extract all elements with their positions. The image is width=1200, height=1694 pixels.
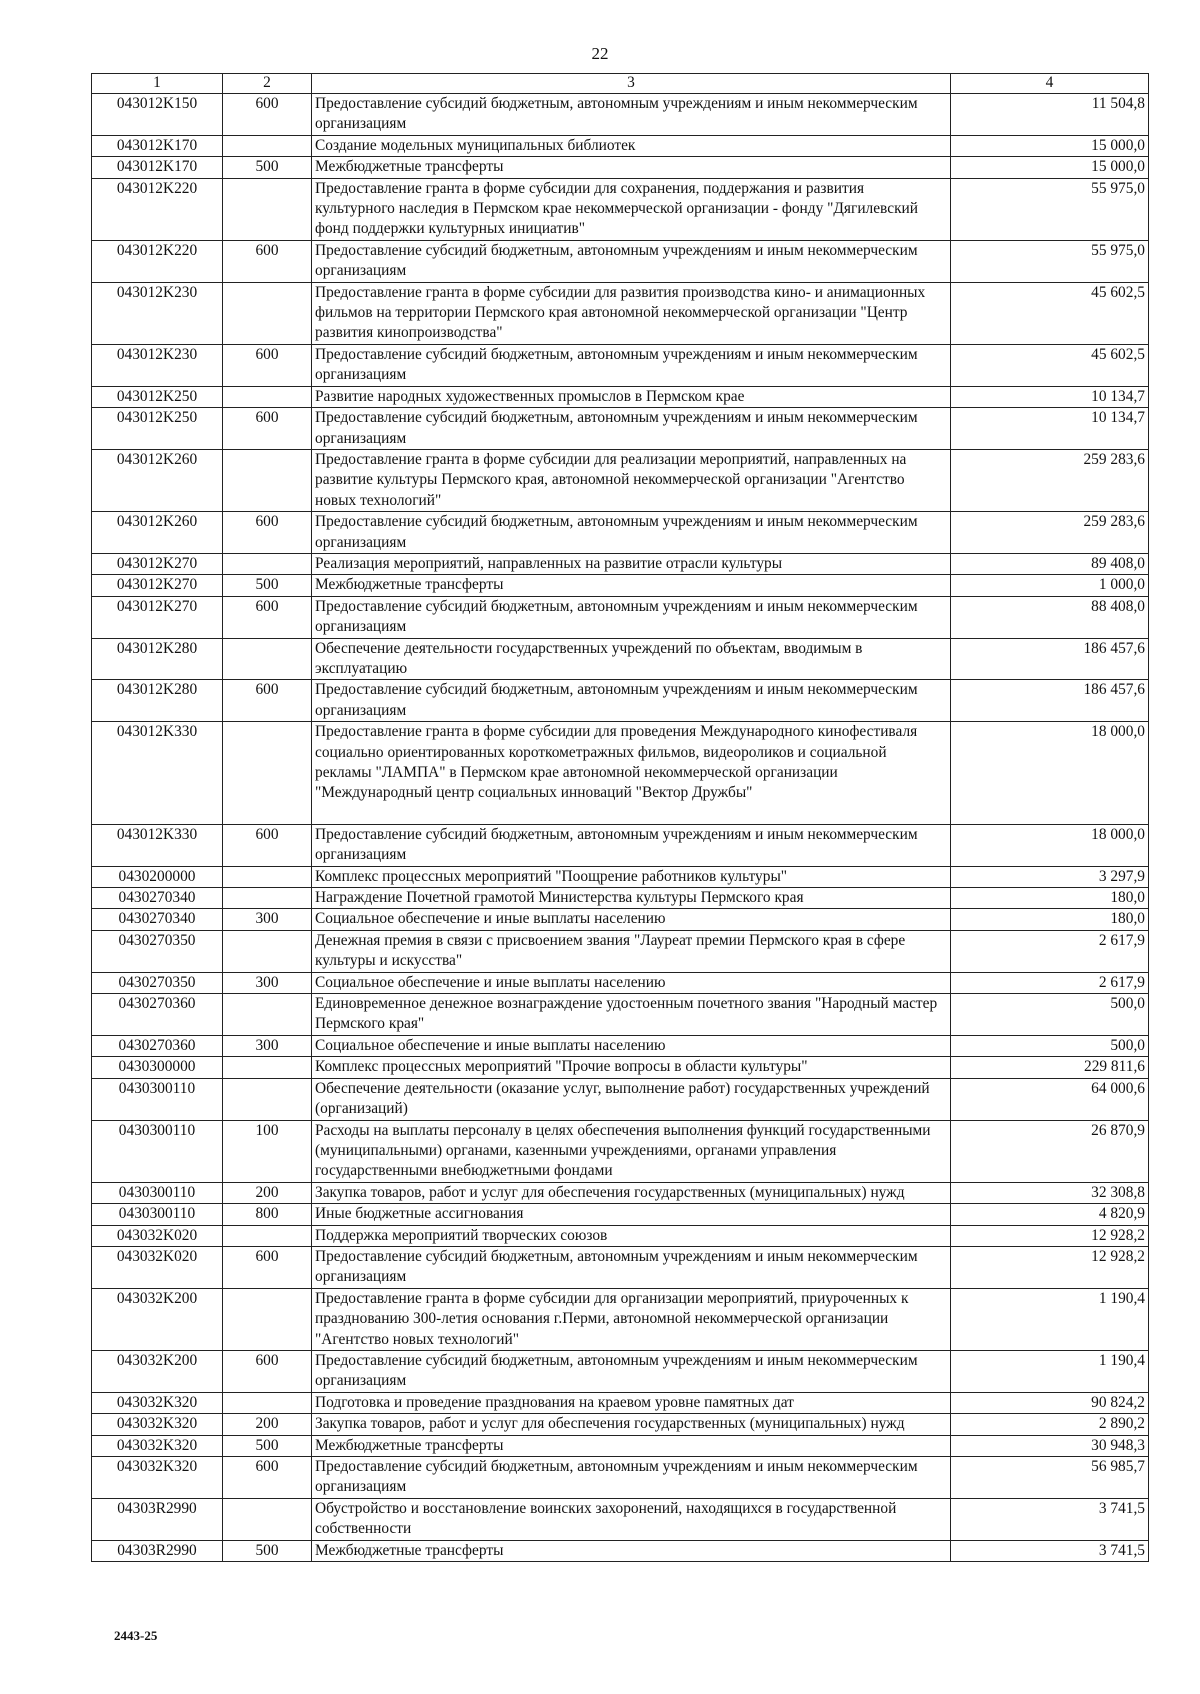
row-code-cell: 0430270360 — [92, 994, 223, 1036]
row-expense-type-cell: 300 — [223, 1035, 312, 1056]
table-row — [92, 240, 1149, 282]
table-row — [92, 282, 1149, 344]
row-amount-cell: 56 985,7 — [951, 1457, 1149, 1499]
table-row — [92, 994, 1149, 1036]
document-footer-code: 2443-25 — [114, 1628, 158, 1643]
row-amount-cell: 229 811,6 — [951, 1057, 1149, 1078]
row-name-cell: Предоставление субсидий бюджетным, автономным учреждениям и иным некоммерческим организациям — [312, 680, 951, 722]
row-expense-type-cell: 600 — [223, 344, 312, 386]
table-row — [92, 94, 1149, 136]
row-expense-type-cell — [223, 994, 312, 1036]
row-name-cell: Предоставление субсидий бюджетным, автономным учреждениям и иным некоммерческим организациям — [312, 824, 951, 866]
row-name-cell: Закупка товаров, работ и услуг для обеспечения государственных (муниципальных) нужд — [312, 1414, 951, 1435]
row-code-cell: 0430300110 — [92, 1182, 223, 1203]
row-name-cell: Предоставление субсидий бюджетным, автономным учреждениям и иным некоммерческим организациям — [312, 240, 951, 282]
row-amount-cell: 90 824,2 — [951, 1392, 1149, 1413]
row-expense-type-cell: 600 — [223, 1350, 312, 1392]
row-amount-cell: 12 928,2 — [951, 1225, 1149, 1246]
table-row — [92, 1540, 1149, 1561]
row-amount-cell: 88 408,0 — [951, 596, 1149, 638]
table-row — [92, 553, 1149, 574]
row-code-cell: 043012K170 — [92, 135, 223, 156]
row-name-cell: Обеспечение деятельности (оказание услуг, выполнение работ) государственных учреждений (организаций) — [312, 1078, 951, 1120]
row-code-cell: 0430300000 — [92, 1057, 223, 1078]
row-amount-cell: 2 617,9 — [951, 972, 1149, 993]
table-row — [92, 1288, 1149, 1350]
row-expense-type-cell — [223, 638, 312, 680]
row-name-cell: Расходы на выплаты персоналу в целях обеспечения выполнения функций государственными (муниципальными) органами, казенными учреждениями, органами управления государственными внебюджетными фондами — [312, 1120, 951, 1182]
row-code-cell: 0430270360 — [92, 1035, 223, 1056]
row-expense-type-cell — [223, 282, 312, 344]
table-row — [92, 824, 1149, 866]
row-code-cell: 04303R2990 — [92, 1498, 223, 1540]
row-code-cell: 0430270350 — [92, 972, 223, 993]
row-expense-type-cell — [223, 553, 312, 574]
row-amount-cell: 1 000,0 — [951, 575, 1149, 596]
row-code-cell: 043012K220 — [92, 240, 223, 282]
row-amount-cell: 259 283,6 — [951, 512, 1149, 554]
row-name-cell: Создание модельных муниципальных библиотек — [312, 135, 951, 156]
header-row — [92, 74, 1149, 94]
table-row — [92, 1457, 1149, 1499]
row-name-cell: Комплекс процессных мероприятий "Прочие вопросы в области культуры" — [312, 1057, 951, 1078]
row-name-cell: Комплекс процессных мероприятий "Поощрение работников культуры" — [312, 866, 951, 887]
table-row — [92, 1498, 1149, 1540]
row-code-cell: 043012K170 — [92, 157, 223, 178]
row-amount-cell: 500,0 — [951, 1035, 1149, 1056]
row-code-cell: 043012K330 — [92, 722, 223, 825]
row-expense-type-cell: 200 — [223, 1414, 312, 1435]
row-amount-cell: 55 975,0 — [951, 240, 1149, 282]
row-expense-type-cell: 200 — [223, 1182, 312, 1203]
row-expense-type-cell — [223, 888, 312, 909]
row-expense-type-cell — [223, 722, 312, 825]
row-expense-type-cell: 500 — [223, 575, 312, 596]
table-row — [92, 178, 1149, 240]
row-name-cell: Предоставление гранта в форме субсидии для развития производства кино- и анимационных фильмов на территории Пермского края автономной некоммерческой организации "Центр развития кинопроизводства" — [312, 282, 951, 344]
row-expense-type-cell: 600 — [223, 408, 312, 450]
row-code-cell: 0430300110 — [92, 1120, 223, 1182]
row-name-cell: Предоставление гранта в форме субсидии для сохранения, поддержания и развития культурного наследия в Пермском крае некоммерческой организации - фонду "Дягилевский фонд поддержки культурных инициатив" — [312, 178, 951, 240]
row-code-cell: 043012K330 — [92, 824, 223, 866]
row-name-cell: Социальное обеспечение и иные выплаты населению — [312, 909, 951, 930]
row-code-cell: 043032K200 — [92, 1288, 223, 1350]
row-name-cell: Предоставление гранта в форме субсидии для реализации мероприятий, направленных на развитие культуры Пермского края, автономной некоммерческой организации "Агентство новых технологий" — [312, 449, 951, 511]
row-amount-cell: 259 283,6 — [951, 449, 1149, 511]
header-cell-expense-type: 2 — [223, 74, 312, 94]
row-amount-cell: 3 741,5 — [951, 1498, 1149, 1540]
table-row — [92, 1414, 1149, 1435]
row-code-cell: 043032K320 — [92, 1414, 223, 1435]
row-expense-type-cell: 800 — [223, 1204, 312, 1225]
budget-table — [91, 73, 1149, 1562]
table-row — [92, 680, 1149, 722]
table-row — [92, 575, 1149, 596]
table-row — [92, 909, 1149, 930]
table-row — [92, 1035, 1149, 1056]
row-name-cell: Межбюджетные трансферты — [312, 1435, 951, 1456]
table-row — [92, 888, 1149, 909]
row-code-cell: 0430270340 — [92, 888, 223, 909]
row-expense-type-cell — [223, 178, 312, 240]
row-amount-cell: 3 297,9 — [951, 866, 1149, 887]
row-name-cell: Единовременное денежное вознаграждение удостоенным почетного звания "Народный мастер Пермского края" — [312, 994, 951, 1036]
row-name-cell: Реализация мероприятий, направленных на развитие отрасли культуры — [312, 553, 951, 574]
row-name-cell: Награждение Почетной грамотой Министерства культуры Пермского края — [312, 888, 951, 909]
row-expense-type-cell: 600 — [223, 824, 312, 866]
row-expense-type-cell: 300 — [223, 909, 312, 930]
row-code-cell: 043032K320 — [92, 1392, 223, 1413]
table-header — [92, 74, 1149, 94]
row-code-cell: 043012K220 — [92, 178, 223, 240]
row-expense-type-cell: 500 — [223, 157, 312, 178]
table-row — [92, 344, 1149, 386]
table-row — [92, 866, 1149, 887]
row-name-cell: Закупка товаров, работ и услуг для обеспечения государственных (муниципальных) нужд — [312, 1182, 951, 1203]
row-expense-type-cell: 500 — [223, 1540, 312, 1561]
row-name-cell: Предоставление субсидий бюджетным, автономным учреждениям и иным некоммерческим организациям — [312, 596, 951, 638]
row-amount-cell: 500,0 — [951, 994, 1149, 1036]
table-row — [92, 449, 1149, 511]
table-row — [92, 1078, 1149, 1120]
row-amount-cell: 89 408,0 — [951, 553, 1149, 574]
table-row — [92, 1120, 1149, 1182]
row-code-cell: 043032K020 — [92, 1246, 223, 1288]
table-row — [92, 386, 1149, 407]
row-code-cell: 043032K200 — [92, 1350, 223, 1392]
row-amount-cell: 1 190,4 — [951, 1350, 1149, 1392]
row-amount-cell: 11 504,8 — [951, 94, 1149, 136]
row-code-cell: 0430270340 — [92, 909, 223, 930]
row-expense-type-cell: 600 — [223, 680, 312, 722]
row-code-cell: 043012K150 — [92, 94, 223, 136]
table-row — [92, 1225, 1149, 1246]
row-expense-type-cell: 600 — [223, 1246, 312, 1288]
row-code-cell: 043012K270 — [92, 575, 223, 596]
row-name-cell: Поддержка мероприятий творческих союзов — [312, 1225, 951, 1246]
row-amount-cell: 26 870,9 — [951, 1120, 1149, 1182]
row-amount-cell: 2 617,9 — [951, 930, 1149, 972]
row-code-cell: 043012K250 — [92, 386, 223, 407]
row-name-cell: Предоставление субсидий бюджетным, автономным учреждениям и иным некоммерческим организациям — [312, 1350, 951, 1392]
row-name-cell: Обустройство и восстановление воинских захоронений, находящихся в государственной собственности — [312, 1498, 951, 1540]
row-expense-type-cell — [223, 386, 312, 407]
table-row — [92, 1182, 1149, 1203]
row-code-cell: 043012K280 — [92, 638, 223, 680]
row-amount-cell: 32 308,8 — [951, 1182, 1149, 1203]
table-row — [92, 930, 1149, 972]
row-expense-type-cell: 100 — [223, 1120, 312, 1182]
row-amount-cell: 186 457,6 — [951, 638, 1149, 680]
row-expense-type-cell — [223, 866, 312, 887]
row-expense-type-cell — [223, 1288, 312, 1350]
row-amount-cell: 1 190,4 — [951, 1288, 1149, 1350]
row-expense-type-cell: 600 — [223, 512, 312, 554]
row-expense-type-cell — [223, 1078, 312, 1120]
table-row — [92, 1246, 1149, 1288]
row-code-cell: 04303R2990 — [92, 1540, 223, 1561]
table-row — [92, 1392, 1149, 1413]
row-name-cell: Подготовка и проведение празднования на краевом уровне памятных дат — [312, 1392, 951, 1413]
row-expense-type-cell: 600 — [223, 596, 312, 638]
row-expense-type-cell — [223, 1392, 312, 1413]
row-name-cell: Предоставление субсидий бюджетным, автономным учреждениям и иным некоммерческим организациям — [312, 408, 951, 450]
table-row — [92, 157, 1149, 178]
table-row — [92, 1435, 1149, 1456]
row-amount-cell: 18 000,0 — [951, 824, 1149, 866]
table-row — [92, 1057, 1149, 1078]
row-amount-cell: 180,0 — [951, 909, 1149, 930]
row-code-cell: 0430270350 — [92, 930, 223, 972]
row-expense-type-cell — [223, 135, 312, 156]
row-expense-type-cell — [223, 930, 312, 972]
row-amount-cell: 10 134,7 — [951, 386, 1149, 407]
row-amount-cell: 30 948,3 — [951, 1435, 1149, 1456]
row-amount-cell: 64 000,6 — [951, 1078, 1149, 1120]
row-amount-cell: 45 602,5 — [951, 282, 1149, 344]
row-code-cell: 043012K230 — [92, 282, 223, 344]
row-expense-type-cell — [223, 449, 312, 511]
row-amount-cell: 55 975,0 — [951, 178, 1149, 240]
row-amount-cell: 186 457,6 — [951, 680, 1149, 722]
table-row — [92, 1204, 1149, 1225]
row-code-cell: 043032K020 — [92, 1225, 223, 1246]
row-expense-type-cell: 600 — [223, 240, 312, 282]
row-amount-cell: 15 000,0 — [951, 135, 1149, 156]
row-expense-type-cell — [223, 1057, 312, 1078]
row-name-cell: Предоставление гранта в форме субсидии для организации мероприятий, приуроченных к празднованию 300-летия основания г.Перми, автономной некоммерческой организации "Агентство новых технологий" — [312, 1288, 951, 1350]
row-code-cell: 0430300110 — [92, 1204, 223, 1225]
row-name-cell: Предоставление субсидий бюджетным, автономным учреждениям и иным некоммерческим организациям — [312, 344, 951, 386]
header-cell-code: 1 — [92, 74, 223, 94]
table-row — [92, 512, 1149, 554]
row-code-cell: 043012K270 — [92, 596, 223, 638]
row-code-cell: 0430300110 — [92, 1078, 223, 1120]
row-amount-cell: 10 134,7 — [951, 408, 1149, 450]
row-amount-cell: 3 741,5 — [951, 1540, 1149, 1561]
row-name-cell: Иные бюджетные ассигнования — [312, 1204, 951, 1225]
row-name-cell: Предоставление гранта в форме субсидии для проведения Международного кинофестиваля социально ориентированных короткометражных фильмов, видеороликов и социальной рекламы "ЛАМПА" в Пермском крае автономной некоммерческой организации "Международный центр социальных инноваций "Вектор Дружбы" — [312, 722, 951, 825]
row-code-cell: 0430200000 — [92, 866, 223, 887]
header-cell-amount: 4 — [951, 74, 1149, 94]
row-expense-type-cell: 600 — [223, 1457, 312, 1499]
row-name-cell: Предоставление субсидий бюджетным, автономным учреждениям и иным некоммерческим организациям — [312, 512, 951, 554]
row-code-cell: 043012K230 — [92, 344, 223, 386]
row-name-cell: Денежная премия в связи с присвоением звания "Лауреат премии Пермского края в сфере культуры и искусства" — [312, 930, 951, 972]
table-row — [92, 722, 1149, 825]
row-name-cell: Предоставление субсидий бюджетным, автономным учреждениям и иным некоммерческим организациям — [312, 1246, 951, 1288]
row-amount-cell: 12 928,2 — [951, 1246, 1149, 1288]
row-amount-cell: 18 000,0 — [951, 722, 1149, 825]
table-row — [92, 1350, 1149, 1392]
table-row — [92, 408, 1149, 450]
row-amount-cell: 15 000,0 — [951, 157, 1149, 178]
row-name-cell: Межбюджетные трансферты — [312, 157, 951, 178]
row-expense-type-cell: 600 — [223, 94, 312, 136]
table-row — [92, 638, 1149, 680]
row-code-cell: 043012K260 — [92, 512, 223, 554]
row-expense-type-cell: 500 — [223, 1435, 312, 1456]
header-cell-name: 3 — [312, 74, 951, 94]
row-name-cell: Социальное обеспечение и иные выплаты населению — [312, 1035, 951, 1056]
row-name-cell: Предоставление субсидий бюджетным, автономным учреждениям и иным некоммерческим организациям — [312, 94, 951, 136]
row-code-cell: 043032K320 — [92, 1435, 223, 1456]
table-row — [92, 972, 1149, 993]
row-name-cell: Межбюджетные трансферты — [312, 575, 951, 596]
row-code-cell: 043012K250 — [92, 408, 223, 450]
row-expense-type-cell: 300 — [223, 972, 312, 993]
row-name-cell: Межбюджетные трансферты — [312, 1540, 951, 1561]
row-amount-cell: 45 602,5 — [951, 344, 1149, 386]
row-expense-type-cell — [223, 1225, 312, 1246]
table-row — [92, 596, 1149, 638]
row-name-cell: Социальное обеспечение и иные выплаты населению — [312, 972, 951, 993]
table-body — [92, 94, 1149, 1562]
row-name-cell: Развитие народных художественных промыслов в Пермском крае — [312, 386, 951, 407]
row-code-cell: 043032K320 — [92, 1457, 223, 1499]
row-code-cell: 043012K270 — [92, 553, 223, 574]
row-name-cell: Обеспечение деятельности государственных учреждений по объектам, вводимым в эксплуатацию — [312, 638, 951, 680]
page-number: 22 — [591, 44, 609, 63]
table-row — [92, 135, 1149, 156]
row-amount-cell: 2 890,2 — [951, 1414, 1149, 1435]
row-amount-cell: 4 820,9 — [951, 1204, 1149, 1225]
row-code-cell: 043012K280 — [92, 680, 223, 722]
row-expense-type-cell — [223, 1498, 312, 1540]
row-code-cell: 043012K260 — [92, 449, 223, 511]
row-name-cell: Предоставление субсидий бюджетным, автономным учреждениям и иным некоммерческим организациям — [312, 1457, 951, 1499]
row-amount-cell: 180,0 — [951, 888, 1149, 909]
